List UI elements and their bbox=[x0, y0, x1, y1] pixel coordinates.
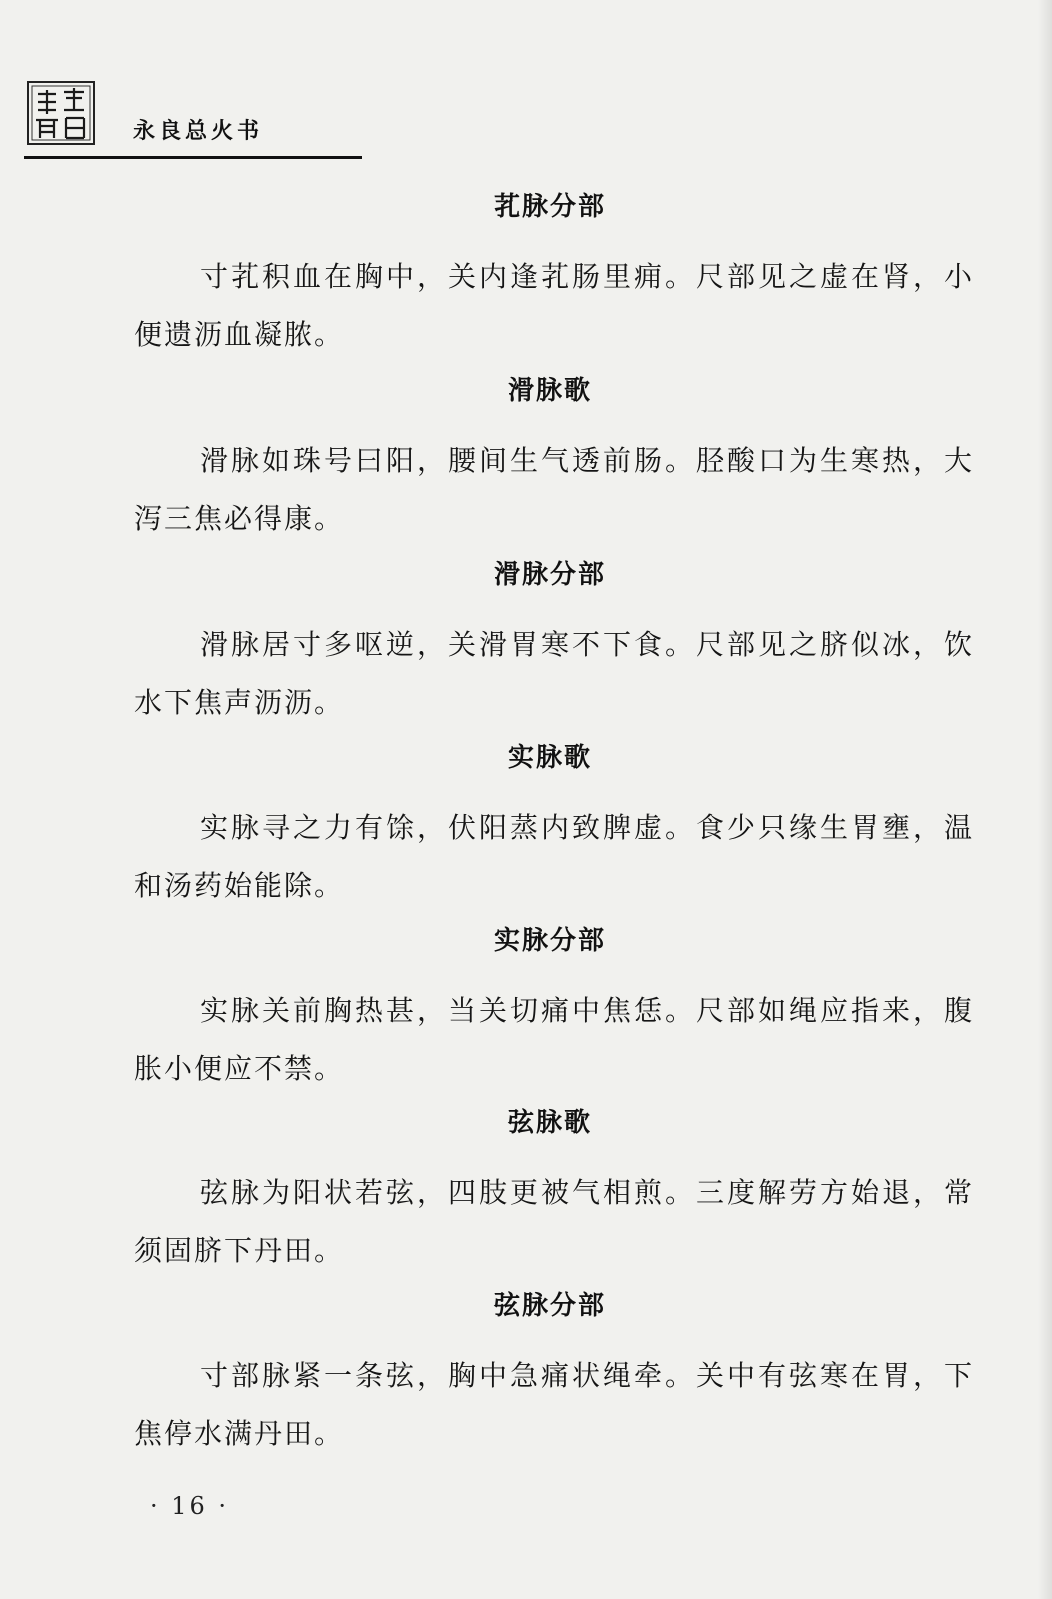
section-heading: 弦脉分部 bbox=[493, 1291, 606, 1321]
section-heading: 滑脉歌 bbox=[507, 376, 592, 406]
section-heading: 芤脉分部 bbox=[493, 192, 606, 222]
section-text: 实脉关前胸热甚，当关切痛中焦恁。尺部如绳应指来，腹胀小便应不禁。 bbox=[134, 994, 974, 1085]
page-edge-shadow bbox=[1038, 0, 1052, 1599]
section-text: 实脉寻之力有馀，伏阳蒸内致脾虚。食少只缘生胃壅，温和汤药始能除。 bbox=[134, 811, 974, 902]
section-heading: 滑脉分部 bbox=[493, 560, 606, 590]
publisher-seal-logo bbox=[26, 80, 96, 146]
header-divider bbox=[24, 156, 362, 159]
section-heading: 实脉歌 bbox=[507, 743, 592, 773]
section-heading: 实脉分部 bbox=[493, 926, 606, 956]
section-text: 寸芤积血在胸中，关内逢芤肠里痈。尺部见之虚在肾，小便遗沥血凝脓。 bbox=[134, 260, 974, 351]
section-text: 弦脉为阳状若弦，四肢更被气相煎。三度解劳方始退，常须固脐下丹田。 bbox=[134, 1176, 974, 1267]
section-text: 滑脉居寸多呕逆，关滑胃寒不下食。尺部见之脐似冰，饮水下焦声沥沥。 bbox=[134, 628, 974, 719]
section-text: 滑脉如珠号曰阳，腰间生气透前肠。胫酸口为生寒热，大泻三焦必得康。 bbox=[134, 444, 974, 535]
section-text: 寸部脉紧一条弦，胸中急痛状绳牵。关中有弦寒在胃，下焦停水满丹田。 bbox=[134, 1359, 974, 1450]
book-title: 永良总火书 bbox=[133, 119, 264, 144]
section-heading: 弦脉歌 bbox=[507, 1108, 592, 1138]
page-number: · 16 · bbox=[150, 1492, 230, 1520]
